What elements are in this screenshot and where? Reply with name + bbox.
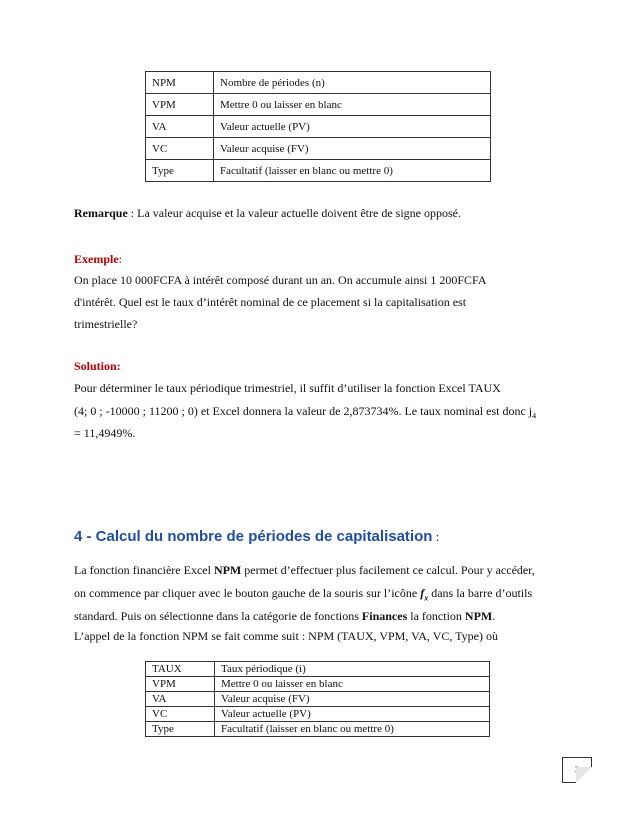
table-cell-desc: Mettre 0 ou laisser en blanc [214,94,491,116]
section-4-line-1 [74,563,535,578]
table-cell-desc: Valeur acquise (FV) [215,692,490,707]
text-run: standard. Puis on sélectionne dans la catégorie de fonctions [74,609,362,623]
table-cell-key: VPM [146,677,215,692]
text-run: la fonction [407,609,465,623]
solution-line-3: = 11,4949%. [74,426,136,440]
table-cell-desc: Valeur actuelle (PV) [215,707,490,722]
table-row [146,94,491,116]
category-name-finances: Finances [361,609,408,623]
section-4-line-3 [74,609,495,624]
text-run: dans la barre d’outils [428,586,533,600]
table-cell-desc: Facultatif (laisser en blanc ou mettre 0) [214,160,491,182]
fx-icon: f [420,586,425,600]
exemple-line-3: trimestrielle? [74,317,138,331]
parameters-table-taux [145,661,490,737]
solution-line-1: Pour déterminer le taux périodique trimestriel, il suffit d’utiliser la fonction Excel TAUX [74,381,501,395]
text-run: on commence par cliquer avec le bouton gauche de la souris sur l’icône [74,586,421,600]
remarque-text: : La valeur acquise et la valeur actuelle doivent être de signe opposé. [127,206,461,220]
solution-label: Solution: [74,359,121,373]
table-cell-key: Type [146,722,215,737]
solution-subscript: 4 [532,411,537,421]
exemple-line-1: On place 10 000FCFA à intérêt composé durant un an. On accumule ainsi 1 200FCFA [74,273,487,287]
table-cell-key: Type [146,160,214,182]
table-row [146,72,491,94]
function-name-npm: NPM [213,563,242,577]
section-4-line-4: L’appel de la fonction NPM se fait comme suit : NPM (TAUX, VPM, VA, VC, Type) où [74,629,498,643]
exemple-label: Exemple [74,252,119,266]
remarque-label: Remarque [74,206,128,220]
text-run: La fonction financière Excel [74,563,214,577]
table-cell-desc: Valeur actuelle (PV) [214,116,491,138]
table-row [146,662,490,677]
table-cell-key: VA [146,692,215,707]
table-row [146,722,490,737]
function-name-npm: NPM [464,609,493,623]
table-row [146,692,490,707]
table-row [146,138,491,160]
table-cell-key: VC [146,707,215,722]
text-run: . [492,609,496,623]
table-cell-desc: Taux périodique (i) [215,662,490,677]
exemple-colon: : [118,252,123,266]
table-row [146,116,491,138]
section-4-line-2 [74,586,532,602]
page-number: 3 [575,765,579,774]
section-4-title: 4 - Calcul du nombre de périodes de capitalisation [74,528,433,545]
section-4-heading [74,528,439,545]
table-row [146,677,490,692]
table-cell-key: VPM [146,94,214,116]
table-cell-desc: Mettre 0 ou laisser en blanc [215,677,490,692]
table-cell-desc: Valeur acquise (FV) [214,138,491,160]
table-cell-key: VC [146,138,214,160]
solution-line-2 [74,404,536,420]
section-4-colon: : [432,529,440,544]
table-row [146,160,491,182]
solution-line-2-text: (4; 0 ; -10000 ; 11200 ; 0) et Excel donnera la valeur de 2,873734%. Le taux nominal est donc j [74,404,533,418]
table-row [146,707,490,722]
page-fold-icon [576,767,592,783]
exemple-heading [74,252,122,267]
table-cell-desc: Nombre de périodes (n) [214,72,491,94]
exemple-line-2: d'intérêt. Quel est le taux d’intérêt nominal de ce placement si la capitalisation est [74,295,467,309]
remarque-paragraph [74,206,461,221]
table-cell-key: VA [146,116,214,138]
parameters-table-npm [145,71,491,182]
table-cell-key: TAUX [146,662,215,677]
page-number-box [562,757,592,783]
text-run: permet d’effectuer plus facilement ce calcul. Pour y accéder, [241,563,535,577]
table-cell-key: NPM [146,72,214,94]
table-cell-desc: Facultatif (laisser en blanc ou mettre 0) [215,722,490,737]
fx-icon-subscript: x [424,593,429,603]
